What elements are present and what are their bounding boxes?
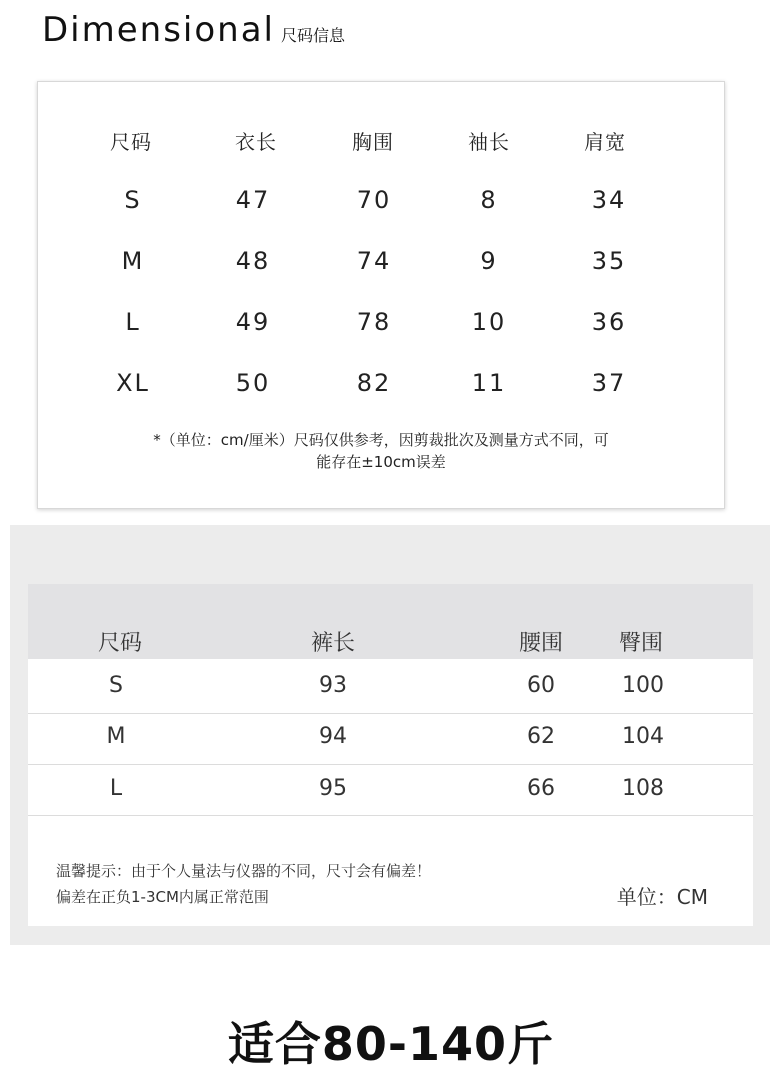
t2-cell: S — [109, 673, 123, 698]
t2-cell: L — [109, 776, 123, 801]
t2-header-waist: 腰围 — [518, 631, 563, 656]
unit-label: 单位：CM — [616, 885, 708, 909]
t1-cell: S — [124, 186, 142, 214]
t1-cell: 70 — [356, 186, 392, 214]
t1-cell: L — [125, 308, 141, 336]
t1-cell: 48 — [235, 247, 271, 275]
fit-weight-text: 适合80-140斤 — [227, 1017, 555, 1071]
t1-header-size: 尺码 — [110, 130, 152, 154]
t2-cell: 62 — [527, 724, 555, 749]
t2-header-pants-length: 裤长 — [310, 631, 355, 656]
header — [42, 10, 345, 50]
t1-header-sleeve: 袖长 — [468, 130, 510, 154]
bottom-size-table — [28, 584, 753, 926]
t2-cell: 100 — [622, 673, 664, 698]
size-note-line1: *（单位：cm/厘米）尺码仅供参考，因剪裁批次及测量方式不同，可 — [153, 431, 609, 449]
t1-header-length: 衣长 — [235, 130, 277, 154]
t1-cell: 49 — [235, 308, 271, 336]
t1-cell: 50 — [235, 369, 271, 397]
size-note-line2: 能存在±10cm误差 — [316, 453, 446, 471]
t1-cell: 35 — [591, 247, 627, 275]
top-size-table — [37, 81, 725, 509]
t1-cell: XL — [116, 369, 150, 397]
t1-header-chest: 胸围 — [352, 130, 394, 154]
t1-cell: 9 — [480, 247, 498, 275]
t2-cell: 66 — [527, 776, 555, 801]
t1-cell: 37 — [591, 369, 627, 397]
t1-cell: 36 — [591, 308, 627, 336]
title-zh: 尺码信息 — [281, 26, 346, 45]
t2-cell: 94 — [319, 724, 347, 749]
t2-cell: 108 — [622, 776, 664, 801]
size-note — [38, 429, 724, 473]
t1-cell: M — [121, 247, 145, 275]
row-divider — [28, 815, 753, 816]
t2-cell: 60 — [527, 673, 555, 698]
t1-cell: 74 — [356, 247, 392, 275]
t2-cell: 104 — [622, 724, 664, 749]
t2-header-row — [28, 584, 753, 659]
t2-cell: M — [106, 724, 126, 749]
t2-cell: 93 — [319, 673, 347, 698]
t1-header-shoulder: 肩宽 — [584, 130, 626, 154]
t2-header-hip: 臀围 — [618, 631, 663, 656]
t1-cell: 34 — [591, 186, 627, 214]
t1-cell: 11 — [471, 369, 507, 397]
title-en: Dimensional — [42, 10, 276, 50]
t1-cell: 47 — [235, 186, 271, 214]
tip-line1: 温馨提示：由于个人量法与仪器的不同，尺寸会有偏差！ — [56, 862, 432, 880]
t2-header-size: 尺码 — [97, 631, 142, 656]
t1-cell: 8 — [480, 186, 498, 214]
t2-cell: 95 — [319, 776, 347, 801]
tip-line2: 偏差在正负1-3CM内属正常范围 — [56, 888, 269, 906]
t1-cell: 10 — [471, 308, 507, 336]
t1-cell: 82 — [356, 369, 392, 397]
t1-cell: 78 — [356, 308, 392, 336]
row-divider — [28, 713, 753, 714]
row-divider — [28, 764, 753, 765]
